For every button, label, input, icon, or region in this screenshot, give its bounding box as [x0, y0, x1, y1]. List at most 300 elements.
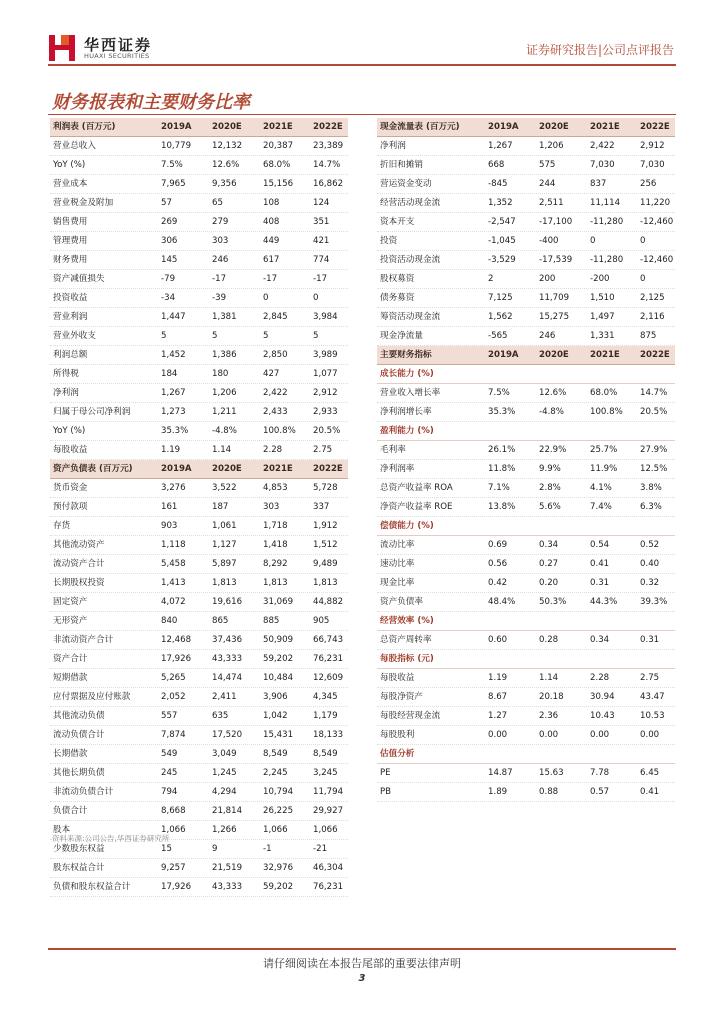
value-cell: 7.5%: [488, 388, 510, 398]
row-label: 每股收益: [380, 673, 415, 683]
year-header-cell: 2022E: [313, 122, 343, 132]
value-cell: 557: [161, 711, 178, 721]
row-label: PB: [380, 787, 392, 797]
value-cell: 2.75: [640, 673, 660, 683]
value-cell: 4,853: [263, 483, 288, 493]
table-row: [50, 270, 348, 289]
table-row: [50, 764, 348, 783]
value-cell: 875: [640, 331, 657, 341]
table-row: [377, 783, 675, 802]
value-cell: 0.00: [488, 730, 508, 740]
value-cell: 9: [212, 844, 218, 854]
row-label: 每股收益: [53, 445, 88, 455]
section-divider: [48, 114, 676, 115]
row-label: 营业成本: [53, 179, 88, 189]
value-cell: 4,072: [161, 597, 186, 607]
row-label: 资产减值损失: [53, 274, 105, 284]
row-label: 每股经营现金流: [380, 711, 441, 721]
value-cell: 2.8%: [539, 483, 561, 493]
value-cell: 9,356: [212, 179, 237, 189]
value-cell: 13.8%: [488, 502, 516, 512]
value-cell: 9,257: [161, 863, 186, 873]
row-label: 流动比率: [380, 540, 415, 550]
table-row: [50, 688, 348, 707]
value-cell: 905: [313, 616, 330, 626]
row-label: 非流动资产合计: [53, 635, 114, 645]
value-cell: 1,206: [212, 388, 237, 398]
table-row: [50, 726, 348, 745]
value-cell: 303: [212, 236, 229, 246]
value-cell: 15.63: [539, 768, 564, 778]
table-row: [50, 669, 348, 688]
value-cell: 3,276: [161, 483, 186, 493]
table-section-row: [377, 612, 675, 631]
table-row: [50, 308, 348, 327]
table-row: [377, 574, 675, 593]
table-header-row: [50, 460, 348, 479]
value-cell: -200: [590, 274, 610, 284]
value-cell: 37,436: [212, 635, 243, 645]
value-cell: 575: [539, 160, 556, 170]
value-cell: 39.3%: [640, 597, 668, 607]
value-cell: 303: [263, 502, 280, 512]
value-cell: 1,562: [488, 312, 513, 322]
value-cell: 0.31: [640, 635, 660, 645]
table-row: [377, 669, 675, 688]
table-row: [377, 137, 675, 156]
value-cell: 8,549: [313, 749, 338, 759]
year-header-cell: 2020E: [539, 350, 569, 360]
value-cell: 256: [640, 179, 657, 189]
value-cell: 7.4%: [590, 502, 612, 512]
value-cell: 0: [313, 293, 319, 303]
brand-name-en: HUAXI SECURITIES: [84, 52, 150, 60]
value-cell: 15,431: [263, 730, 294, 740]
value-cell: 885: [263, 616, 280, 626]
value-cell: -12,460: [640, 255, 674, 265]
row-label: 存货: [53, 521, 71, 531]
year-header-cell: 2019A: [488, 350, 519, 360]
value-cell: 20,387: [263, 141, 294, 151]
table-row: [377, 194, 675, 213]
value-cell: 184: [161, 369, 178, 379]
value-cell: 35.3%: [161, 426, 189, 436]
value-cell: 11.9%: [590, 464, 618, 474]
value-cell: 903: [161, 521, 178, 531]
value-cell: 408: [263, 217, 280, 227]
value-cell: 21,519: [212, 863, 243, 873]
row-label: 现金净流量: [380, 331, 423, 341]
table-row: [377, 384, 675, 403]
value-cell: 11,709: [539, 293, 570, 303]
row-label: 投资收益: [53, 293, 88, 303]
value-cell: 4,345: [313, 692, 338, 702]
value-cell: 7.5%: [161, 160, 183, 170]
value-cell: 1,813: [212, 578, 237, 588]
row-label: 负债和股东权益合计: [53, 882, 131, 892]
year-header-cell: 2020E: [539, 122, 569, 132]
value-cell: 1,331: [590, 331, 615, 341]
value-cell: 1,066: [263, 825, 288, 835]
value-cell: 12,468: [161, 635, 192, 645]
value-cell: 15: [161, 844, 172, 854]
table-row: [50, 251, 348, 270]
value-cell: 12.5%: [640, 464, 668, 474]
value-cell: 3,989: [313, 350, 338, 360]
value-cell: 0.88: [539, 787, 559, 797]
value-cell: 12.6%: [212, 160, 240, 170]
value-cell: 1.19: [161, 445, 181, 455]
table-row: [50, 745, 348, 764]
value-cell: 6.45: [640, 768, 660, 778]
value-cell: 0.27: [539, 559, 559, 569]
table-row: [50, 194, 348, 213]
value-cell: 2.36: [539, 711, 559, 721]
row-label: PE: [380, 768, 391, 778]
value-cell: 0.31: [590, 578, 610, 588]
value-cell: 1,206: [539, 141, 564, 151]
value-cell: 44.3%: [590, 597, 618, 607]
value-cell: 145: [161, 255, 178, 265]
value-cell: 1,512: [313, 540, 338, 550]
value-cell: 1,813: [263, 578, 288, 588]
value-cell: 2,422: [590, 141, 615, 151]
row-label: 预付款项: [53, 502, 88, 512]
row-label: 短期借款: [53, 673, 88, 683]
table-row: [50, 536, 348, 555]
value-cell: 14.7%: [640, 388, 668, 398]
row-label: YoY (%): [53, 426, 86, 436]
value-cell: 8,292: [263, 559, 288, 569]
value-cell: -845: [488, 179, 508, 189]
table-row: [50, 156, 348, 175]
value-cell: 3,049: [212, 749, 237, 759]
value-cell: 2,052: [161, 692, 186, 702]
value-cell: 1,066: [313, 825, 338, 835]
value-cell: -11,280: [590, 255, 624, 265]
value-cell: 1,179: [313, 711, 338, 721]
value-cell: 246: [539, 331, 556, 341]
table-row: [377, 555, 675, 574]
value-cell: 0.56: [488, 559, 508, 569]
value-cell: 421: [313, 236, 330, 246]
value-cell: 5: [313, 331, 319, 341]
value-cell: 0.00: [590, 730, 610, 740]
value-cell: 1,413: [161, 578, 186, 588]
year-header-cell: 2019A: [488, 122, 519, 132]
table-row: [50, 802, 348, 821]
row-label: 其他流动负债: [53, 711, 105, 721]
row-label: 估值分析: [380, 749, 415, 759]
row-label: 非流动负债合计: [53, 787, 114, 797]
value-cell: 244: [539, 179, 556, 189]
row-label: 资产负债表 (百万元): [53, 464, 133, 474]
value-cell: 2,116: [640, 312, 665, 322]
value-cell: 1,418: [263, 540, 288, 550]
value-cell: 1,381: [212, 312, 237, 322]
value-cell: 5,265: [161, 673, 186, 683]
value-cell: 19,616: [212, 597, 243, 607]
value-cell: 26,225: [263, 806, 294, 816]
value-cell: 57: [161, 198, 172, 208]
value-cell: -3,529: [488, 255, 516, 265]
value-cell: 7,874: [161, 730, 186, 740]
value-cell: 245: [161, 768, 178, 778]
value-cell: 16,862: [313, 179, 344, 189]
value-cell: 18,133: [313, 730, 344, 740]
value-cell: 200: [539, 274, 556, 284]
table-row: [50, 631, 348, 650]
row-label: 现金流量表 (百万元): [380, 122, 460, 132]
value-cell: 14.87: [488, 768, 513, 778]
row-label: 流动资产合计: [53, 559, 105, 569]
table-row: [50, 878, 348, 897]
value-cell: 0: [590, 236, 596, 246]
value-cell: 14.7%: [313, 160, 341, 170]
year-header-cell: 2020E: [212, 122, 242, 132]
value-cell: 1,813: [313, 578, 338, 588]
value-cell: 1,245: [212, 768, 237, 778]
row-label: 成长能力 (%): [380, 369, 434, 379]
row-label: 股东权益合计: [53, 863, 105, 873]
value-cell: 20.18: [539, 692, 564, 702]
value-cell: 1,077: [313, 369, 338, 379]
value-cell: 1,042: [263, 711, 288, 721]
value-cell: 100.8%: [263, 426, 296, 436]
value-cell: 1,273: [161, 407, 186, 417]
value-cell: 68.0%: [590, 388, 618, 398]
row-label: 营业外收支: [53, 331, 96, 341]
table-row: [50, 612, 348, 631]
value-cell: 3,522: [212, 483, 237, 493]
value-cell: 7,965: [161, 179, 186, 189]
value-cell: 2,850: [263, 350, 288, 360]
row-label: 总资产收益率 ROA: [380, 483, 453, 493]
table-row: [377, 479, 675, 498]
value-cell: 865: [212, 616, 229, 626]
row-label: 销售费用: [53, 217, 88, 227]
value-cell: 0.28: [539, 635, 559, 645]
table-row: [50, 498, 348, 517]
row-label: 资产负债率: [380, 597, 423, 607]
value-cell: 0.41: [640, 787, 660, 797]
value-cell: 1,386: [212, 350, 237, 360]
row-label: 折旧和摊销: [380, 160, 423, 170]
table-row: [377, 232, 675, 251]
value-cell: 10,484: [263, 673, 294, 683]
value-cell: 2,912: [640, 141, 665, 151]
table-row: [377, 213, 675, 232]
table-row: [50, 859, 348, 878]
table-row: [50, 593, 348, 612]
value-cell: 0: [263, 293, 269, 303]
value-cell: 2: [488, 274, 494, 284]
table-row: [50, 365, 348, 384]
row-label: 主要财务指标: [380, 350, 432, 360]
value-cell: 0.32: [640, 578, 660, 588]
row-label: 长期借款: [53, 749, 88, 759]
value-cell: 8.67: [488, 692, 508, 702]
year-header-cell: 2022E: [313, 464, 343, 474]
value-cell: 279: [212, 217, 229, 227]
row-label: 长期股权投资: [53, 578, 105, 588]
value-cell: 12,609: [313, 673, 344, 683]
value-cell: 31,069: [263, 597, 294, 607]
brand-name-cn: 华西证券: [84, 36, 153, 54]
value-cell: 25.7%: [590, 445, 618, 455]
table-row: [50, 650, 348, 669]
row-label: 盈利能力 (%): [380, 426, 434, 436]
value-cell: 50.3%: [539, 597, 567, 607]
row-label: 管理费用: [53, 236, 88, 246]
row-label: 营业收入增长率: [380, 388, 441, 398]
value-cell: 15,275: [539, 312, 570, 322]
value-cell: 50,909: [263, 635, 294, 645]
table-section-row: [377, 365, 675, 384]
value-cell: 1,718: [263, 521, 288, 531]
row-label: 毛利率: [380, 445, 406, 455]
value-cell: 17,926: [161, 654, 192, 664]
value-cell: 794: [161, 787, 178, 797]
value-cell: 1,267: [488, 141, 513, 151]
left-financial-table: [50, 118, 348, 897]
row-label: 利润总额: [53, 350, 88, 360]
value-cell: 2,845: [263, 312, 288, 322]
value-cell: 9,489: [313, 559, 338, 569]
value-cell: 17,926: [161, 882, 192, 892]
value-cell: 8,549: [263, 749, 288, 759]
table-row: [50, 137, 348, 156]
value-cell: 11,114: [590, 198, 621, 208]
row-label: 固定资产: [53, 597, 88, 607]
value-cell: 6.3%: [640, 502, 662, 512]
value-cell: 2,511: [539, 198, 564, 208]
table-section-row: [377, 517, 675, 536]
table-section-row: [377, 422, 675, 441]
value-cell: 23,389: [313, 141, 344, 151]
value-cell: 48.4%: [488, 597, 516, 607]
table-row: [50, 289, 348, 308]
table-row: [50, 783, 348, 802]
value-cell: 9.9%: [539, 464, 561, 474]
value-cell: 1,118: [161, 540, 186, 550]
value-cell: 68.0%: [263, 160, 291, 170]
value-cell: 1,497: [590, 312, 615, 322]
value-cell: -11,280: [590, 217, 624, 227]
value-cell: 0: [640, 274, 646, 284]
value-cell: 32,976: [263, 863, 294, 873]
value-cell: -17,100: [539, 217, 573, 227]
value-cell: 269: [161, 217, 178, 227]
value-cell: 337: [313, 502, 330, 512]
value-cell: 549: [161, 749, 178, 759]
row-label: 货币资金: [53, 483, 88, 493]
value-cell: -39: [212, 293, 227, 303]
footer-divider: [48, 948, 676, 950]
table-row: [50, 555, 348, 574]
value-cell: 44,882: [313, 597, 344, 607]
value-cell: 11.8%: [488, 464, 516, 474]
value-cell: 43,333: [212, 654, 243, 664]
value-cell: -565: [488, 331, 508, 341]
legal-disclaimer: 请仔细阅读在本报告尾部的重要法律声明: [263, 957, 461, 970]
value-cell: 1,447: [161, 312, 186, 322]
value-cell: 3,906: [263, 692, 288, 702]
value-cell: -12,460: [640, 217, 674, 227]
value-cell: 449: [263, 236, 280, 246]
value-cell: 29,927: [313, 806, 344, 816]
value-cell: 22.9%: [539, 445, 567, 455]
value-cell: 5.6%: [539, 502, 561, 512]
row-label: 偿债能力 (%): [380, 521, 434, 531]
value-cell: 0.57: [590, 787, 610, 797]
row-label: 股本: [53, 825, 71, 835]
table-row: [377, 460, 675, 479]
value-cell: 10.43: [590, 711, 615, 721]
row-label: 利润表 (百万元): [53, 122, 116, 132]
value-cell: -34: [161, 293, 176, 303]
table-row: [377, 593, 675, 612]
value-cell: 837: [590, 179, 607, 189]
right-financial-table: [377, 118, 675, 802]
value-cell: 1,211: [212, 407, 237, 417]
value-cell: 59,202: [263, 654, 294, 664]
value-cell: 35.3%: [488, 407, 516, 417]
value-cell: 21,814: [212, 806, 243, 816]
row-label: 每股净资产: [380, 692, 423, 702]
value-cell: 76,231: [313, 654, 344, 664]
value-cell: -21: [313, 844, 328, 854]
table-row: [377, 707, 675, 726]
value-cell: 2,125: [640, 293, 665, 303]
row-label: 无形资产: [53, 616, 88, 626]
value-cell: 65: [212, 198, 223, 208]
row-label: 财务费用: [53, 255, 88, 265]
table-header-row: [377, 346, 675, 365]
year-header-cell: 2021E: [263, 464, 293, 474]
row-label: YoY (%): [53, 160, 86, 170]
value-cell: 11,794: [313, 787, 344, 797]
value-cell: 7.78: [590, 768, 610, 778]
value-cell: 180: [212, 369, 229, 379]
value-cell: 1,127: [212, 540, 237, 550]
value-cell: 10.53: [640, 711, 665, 721]
value-cell: 0: [640, 236, 646, 246]
value-cell: 2,245: [263, 768, 288, 778]
value-cell: 5: [263, 331, 269, 341]
value-cell: 0.00: [539, 730, 559, 740]
row-label: 营业利润: [53, 312, 88, 322]
huaxi-logo-icon: [47, 33, 77, 63]
value-cell: 2,912: [313, 388, 338, 398]
value-cell: 2,933: [313, 407, 338, 417]
row-label: 应付票据及应付账款: [53, 692, 131, 702]
table-row: [377, 270, 675, 289]
value-cell: 0.41: [590, 559, 610, 569]
row-label: 其他长期负债: [53, 768, 105, 778]
table-row: [50, 422, 348, 441]
value-cell: -17: [212, 274, 227, 284]
value-cell: 2,411: [212, 692, 237, 702]
value-cell: 20.5%: [313, 426, 341, 436]
value-cell: 11,220: [640, 198, 671, 208]
value-cell: -400: [539, 236, 559, 246]
row-label: 少数股东权益: [53, 844, 105, 854]
table-row: [377, 403, 675, 422]
value-cell: 1.27: [488, 711, 508, 721]
value-cell: 1,061: [212, 521, 237, 531]
row-label: 净资产收益率 ROE: [380, 502, 453, 512]
